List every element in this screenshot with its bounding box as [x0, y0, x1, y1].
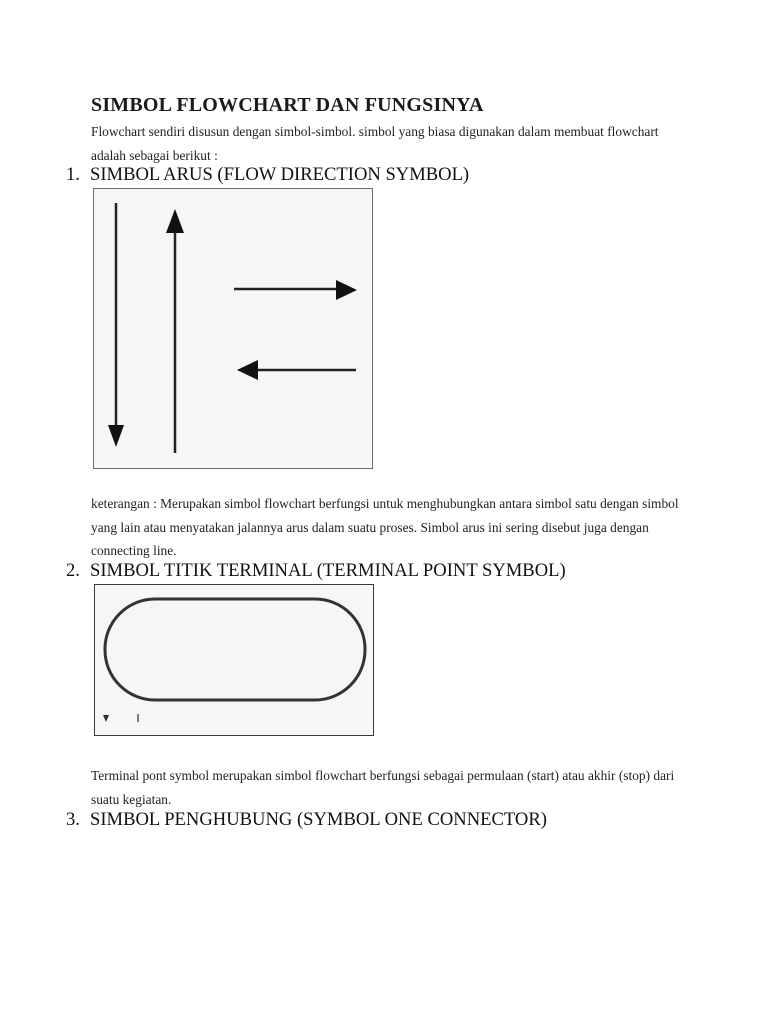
section-heading-text: SIMBOL ARUS (FLOW DIRECTION SYMBOL) — [90, 164, 470, 185]
terminal-oval-icon — [95, 585, 375, 737]
section-heading-flow-direction — [66, 164, 469, 186]
right-arrow-head — [336, 280, 357, 300]
flow-direction-arrows-icon — [94, 189, 374, 470]
section-heading-text: SIMBOL TITIK TERMINAL (TERMINAL POINT SYMBOL) — [90, 560, 566, 581]
flow-direction-description: keterangan : Merupakan simbol flowchart berfungsi untuk menghubungkan antara simbol satu dengan simbol yang lain atau menyatakan jalannya arus dalam suatu proses. Simbol arus ini sering disebut juga dengan connecting line. — [91, 496, 679, 558]
up-arrow-head — [166, 209, 184, 233]
small-marker-triangle — [103, 715, 109, 722]
down-arrow-head — [108, 425, 124, 447]
section-heading-text: SIMBOL PENGHUBUNG (SYMBOL ONE CONNECTOR) — [90, 809, 547, 830]
flow-direction-symbol-figure — [93, 188, 373, 469]
section-heading-connector — [66, 809, 547, 831]
document-title: SIMBOL FLOWCHART DAN FUNGSINYA — [91, 94, 484, 116]
section-number: 1. — [66, 164, 80, 185]
left-arrow-head — [237, 360, 258, 380]
terminal-point-description: Terminal pont symbol merupakan simbol flowchart berfungsi sebagai permulaan (start) atau akhir (stop) dari suatu kegiatan. — [91, 768, 675, 807]
section-number: 2. — [66, 560, 80, 581]
intro-paragraph: Flowchart sendiri disusun dengan simbol-simbol. simbol yang biasa digunakan dalam membuat flowchart adalah sebagai berikut : — [91, 124, 659, 163]
terminal-point-symbol-figure — [94, 584, 374, 736]
terminal-oval-shape — [105, 599, 365, 700]
section-heading-terminal-point — [66, 560, 566, 582]
section-number: 3. — [66, 809, 80, 830]
